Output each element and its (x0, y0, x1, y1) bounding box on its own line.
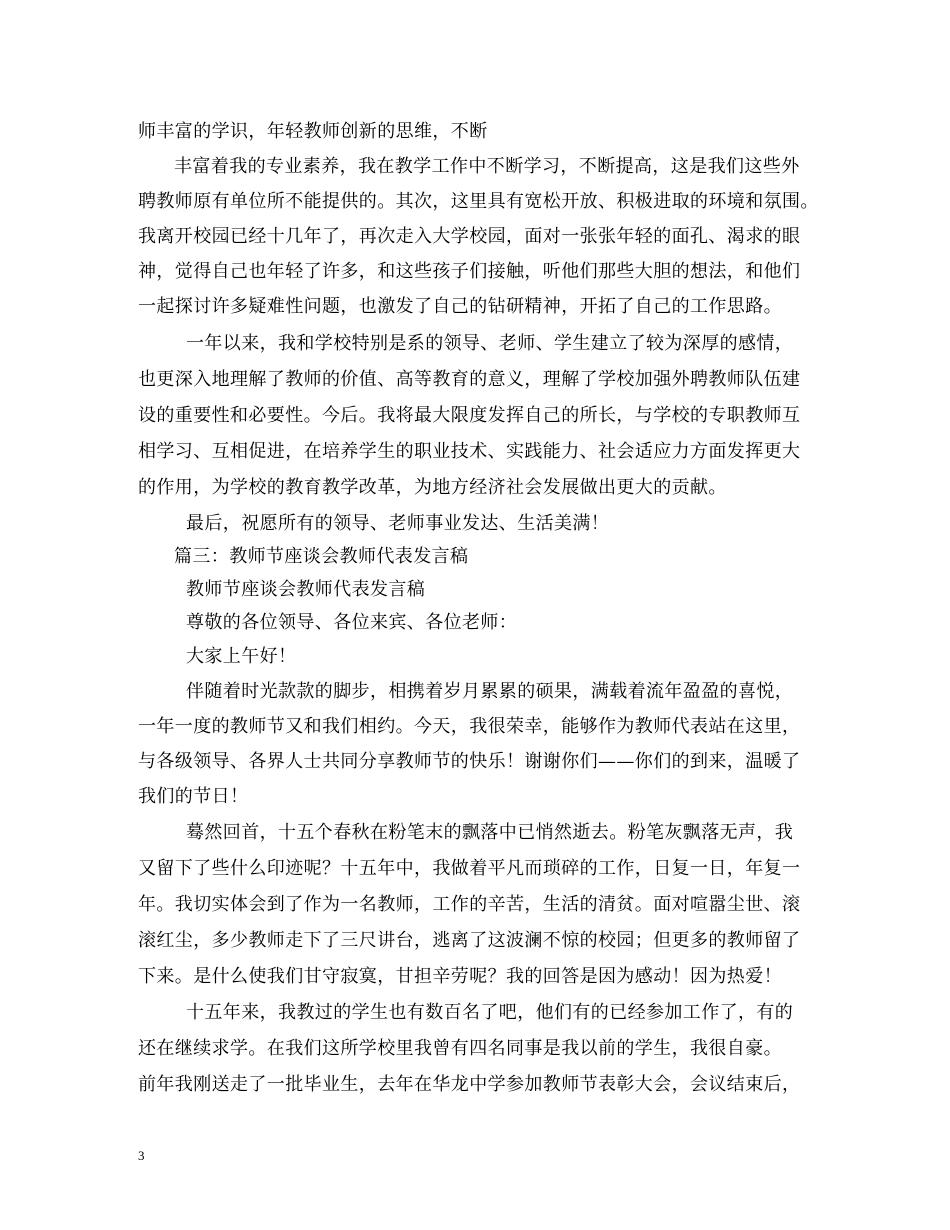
page-number: 3 (138, 1148, 145, 1163)
text-line: 一起探讨许多疑难性问题，也激发了自己的钻研精神，开拓了自己的工作思路。 (138, 296, 782, 317)
text-line: 与各级领导、各界人士共同分享教师节的快乐！谢谢你们——你们的到来，温暖了 (138, 751, 801, 772)
speech-title: 教师节座谈会教师代表发言稿 (186, 579, 426, 600)
section-heading: 篇三：教师节座谈会教师代表发言稿 (174, 546, 469, 567)
text-line: 我离开校园已经十几年了，再次走入大学校园，面对一张张年轻的面孔、渴求的眼 (138, 226, 801, 247)
text-line: 一年一度的教师节又和我们相约。今天，我很荣幸，能够作为教师代表站在这里， (138, 716, 801, 737)
text-line: 设的重要性和必要性。今后。我将最大限度发挥自己的所长，与学校的专职教师互 (138, 405, 801, 426)
text-line: 十五年来，我教过的学生也有数百名了吧，他们有的已经参加工作了，有的 (186, 1002, 794, 1023)
text-line: 也更深入地理解了教师的价值、高等教育的意义，理解了学校加强外聘教师队伍建 (138, 369, 801, 390)
text-line: 年。我切实体会到了作为一名教师，工作的辛苦，生活的清贫。面对喧嚣尘世、滚 (138, 894, 801, 915)
greeting: 大家上午好！ (186, 646, 297, 667)
text-line: 最后，祝愿所有的领导、老师事业发达、生活美满！ (186, 513, 610, 534)
text-line: 神，觉得自己也年轻了许多，和这些孩子们接触，听他们那些大胆的想法，和他们 (138, 261, 801, 282)
text-line: 一年以来，我和学校特别是系的领导、老师、学生建立了较为深厚的感情， (186, 333, 794, 354)
text-line: 丰富着我的专业素养，我在教学工作中不断学习，不断提高，这是我们这些外 (174, 156, 800, 177)
text-line: 的作用，为学校的教育教学改革，为地方经济社会发展做出更大的贡献。 (138, 477, 727, 498)
text-line: 我们的节日！ (138, 786, 249, 807)
text-line: 师丰富的学识，年轻教师创新的思维，不断 (138, 121, 488, 142)
salutation: 尊敬的各位领导、各位来宾、各位老师： (186, 612, 518, 633)
text-line: 聘教师原有单位所不能提供的。其次，这里具有宽松开放、积极进取的环境和氛围。 (138, 191, 819, 212)
text-line: 下来。是什么使我们甘守寂寞，甘担辛劳呢？我的回答是因为感动！因为热爱！ (138, 966, 782, 987)
text-line: 又留下了些什么印迹呢？十五年中，我做着平凡而琐碎的工作，日复一日，年复一 (138, 858, 801, 879)
text-line: 相学习、互相促进，在培养学生的职业技术、实践能力、社会适应力方面发挥更大 (138, 441, 801, 462)
text-line: 还在继续求学。在我们这所学校里我曾有四名同事是我以前的学生，我很自豪。 (138, 1038, 782, 1059)
text-line: 蓦然回首，十五个春秋在粉笔末的飘落中已悄然逝去。粉笔灰飘落无声，我 (186, 822, 794, 843)
text-line: 前年我刚送走了一批毕业生，去年在华龙中学参加教师节表彰大会，会议结束后， (138, 1074, 801, 1095)
text-line: 伴随着时光款款的脚步，相携着岁月累累的硕果，满载着流年盈盈的喜悦， (186, 681, 794, 702)
text-line: 滚红尘，多少教师走下了三尺讲台，逃离了这波澜不惊的校园；但更多的教师留了 (138, 930, 801, 951)
